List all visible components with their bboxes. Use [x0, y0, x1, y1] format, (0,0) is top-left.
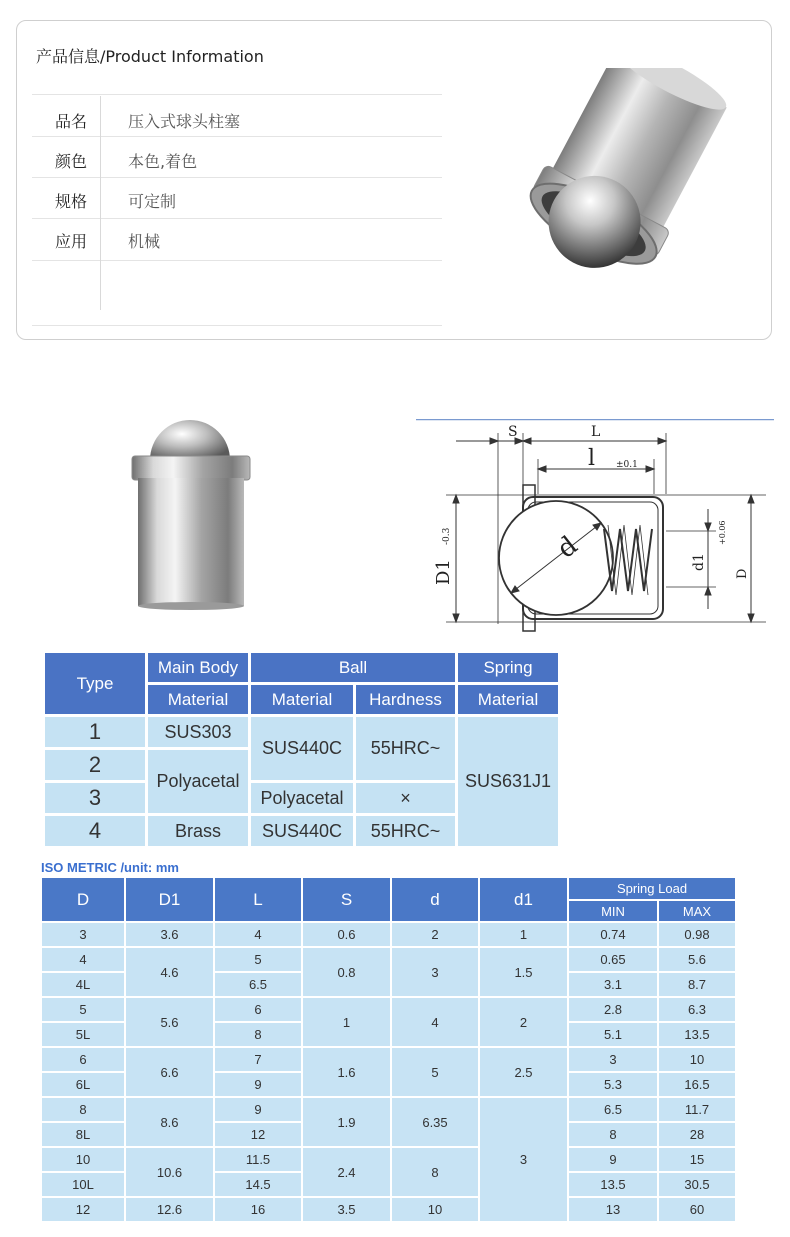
cell-l: 7 — [215, 1048, 301, 1071]
header-min: MIN — [569, 901, 657, 921]
cell-l: 14.5 — [215, 1173, 301, 1196]
cell-d1: 5.6 — [126, 998, 213, 1046]
cell-ball-d: 2 — [392, 923, 478, 946]
cell-max: 8.7 — [659, 973, 735, 996]
drawing-label-d: d — [551, 530, 584, 565]
main-material-cell: SUS303 — [148, 717, 248, 747]
cell-min: 5.1 — [569, 1023, 657, 1046]
divider — [32, 136, 442, 137]
dimension-table — [40, 876, 737, 1223]
cell-max: 30.5 — [659, 1173, 735, 1196]
cell-min: 6.5 — [569, 1098, 657, 1121]
info-label-spec: 规格 — [55, 192, 88, 211]
divider — [32, 177, 442, 178]
cell-s: 1.6 — [303, 1048, 390, 1096]
drawing-label-d1-upper: D1 — [433, 559, 454, 585]
cell-ball-d: 5 — [392, 1048, 478, 1096]
cell-ball-d: 10 — [392, 1198, 478, 1221]
cell-d1: 4.6 — [126, 948, 213, 996]
info-value-name: 压入式球头柱塞 — [128, 112, 241, 131]
cell-min: 8 — [569, 1123, 657, 1146]
header-ball-hardness: Hardness — [356, 685, 455, 714]
drawing-label-small-d1: d1 — [691, 553, 707, 571]
header-type: Type — [45, 653, 145, 714]
divider — [32, 218, 442, 219]
cell-d: 6 — [42, 1048, 124, 1071]
drawing-tol-d1-upper: -0.3 — [442, 527, 452, 545]
header-spring-material: Material — [458, 685, 558, 714]
cell-max: 15 — [659, 1148, 735, 1171]
drawing-label-big-d: D — [735, 568, 750, 579]
cell-d: 10 — [42, 1148, 124, 1171]
cell-d: 4L — [42, 973, 124, 996]
cell-d: 10L — [42, 1173, 124, 1196]
cell-s: 0.6 — [303, 923, 390, 946]
cell-max: 28 — [659, 1123, 735, 1146]
ball-material-cell: SUS440C — [251, 717, 353, 780]
cell-small-d1: 3 — [480, 1098, 567, 1221]
cell-d: 8L — [42, 1123, 124, 1146]
cell-d1: 3.6 — [126, 923, 213, 946]
cell-l: 11.5 — [215, 1148, 301, 1171]
cell-min: 2.8 — [569, 998, 657, 1021]
info-label-color: 颜色 — [55, 152, 88, 171]
ball-hardness-cell: × — [356, 783, 455, 813]
cell-d: 12 — [42, 1198, 124, 1221]
material-table — [42, 650, 561, 849]
cell-d: 5 — [42, 998, 124, 1021]
cell-d: 5L — [42, 1023, 124, 1046]
cell-max: 11.7 — [659, 1098, 735, 1121]
type-cell: 1 — [45, 717, 145, 747]
cell-d: 8 — [42, 1098, 124, 1121]
cell-l: 12 — [215, 1123, 301, 1146]
header-spring: Spring — [458, 653, 558, 682]
header-s: S — [303, 878, 390, 921]
cell-max: 0.98 — [659, 923, 735, 946]
type-cell: 2 — [45, 750, 145, 780]
info-value-application: 机械 — [128, 232, 161, 251]
cell-d: 3 — [42, 923, 124, 946]
drawing-tol-small-d1: +0.06 — [718, 520, 727, 545]
main-material-cell: Polyacetal — [148, 750, 248, 813]
cell-d: 6L — [42, 1073, 124, 1096]
cell-min: 3 — [569, 1048, 657, 1071]
cell-max: 60 — [659, 1198, 735, 1221]
cell-min: 9 — [569, 1148, 657, 1171]
spring-material-cell: SUS631J1 — [458, 717, 558, 846]
ball-material-cell: SUS440C — [251, 816, 353, 846]
header-spring-load: Spring Load — [569, 878, 735, 899]
cell-min: 13.5 — [569, 1173, 657, 1196]
product-photo-upright — [126, 420, 256, 615]
cell-l: 9 — [215, 1098, 301, 1121]
cell-l: 9 — [215, 1073, 301, 1096]
cell-d: 4 — [42, 948, 124, 971]
cell-max: 13.5 — [659, 1023, 735, 1046]
cell-min: 3.1 — [569, 973, 657, 996]
header-ball: Ball — [251, 653, 455, 682]
info-label-name: 品名 — [55, 112, 88, 131]
cell-s: 3.5 — [303, 1198, 390, 1221]
header-d1-flange: D1 — [126, 878, 213, 921]
cell-max: 16.5 — [659, 1073, 735, 1096]
cell-ball-d: 8 — [392, 1148, 478, 1196]
divider — [32, 260, 442, 261]
cell-min: 5.3 — [569, 1073, 657, 1096]
header-d-ball: d — [392, 878, 478, 921]
cell-s: 1.9 — [303, 1098, 390, 1146]
header-d1-small: d1 — [480, 878, 567, 921]
cell-max: 5.6 — [659, 948, 735, 971]
cell-d1: 12.6 — [126, 1198, 213, 1221]
drawing-label-s: S — [508, 424, 518, 440]
cell-d1: 8.6 — [126, 1098, 213, 1146]
type-cell: 3 — [45, 783, 145, 813]
cell-l: 5 — [215, 948, 301, 971]
cell-d1: 6.6 — [126, 1048, 213, 1096]
type-cell: 4 — [45, 816, 145, 846]
iso-metric-label: ISO METRIC /unit: mm — [41, 860, 179, 875]
cell-min: 0.74 — [569, 923, 657, 946]
cell-ball-d: 6.35 — [392, 1098, 478, 1146]
cell-min: 0.65 — [569, 948, 657, 971]
divider-vertical — [100, 96, 101, 310]
cell-l: 4 — [215, 923, 301, 946]
header-max: MAX — [659, 901, 735, 921]
technical-drawing — [416, 419, 774, 637]
cell-s: 0.8 — [303, 948, 390, 996]
product-photo-ball-plunger — [495, 68, 730, 298]
ball-hardness-cell: 55HRC~ — [356, 717, 455, 780]
cell-small-d1: 2.5 — [480, 1048, 567, 1096]
drawing-label-small-l: l — [588, 446, 596, 471]
cell-small-d1: 1.5 — [480, 948, 567, 996]
cell-l: 8 — [215, 1023, 301, 1046]
header-ball-material: Material — [251, 685, 353, 714]
header-l: L — [215, 878, 301, 921]
cell-ball-d: 4 — [392, 998, 478, 1046]
cell-l: 6 — [215, 998, 301, 1021]
header-main-body: Main Body — [148, 653, 248, 682]
info-label-application: 应用 — [55, 232, 88, 251]
product-info-title: 产品信息/Product Information — [36, 47, 264, 66]
cell-max: 10 — [659, 1048, 735, 1071]
cell-small-d1: 1 — [480, 923, 567, 946]
cell-max: 6.3 — [659, 998, 735, 1021]
cell-s: 1 — [303, 998, 390, 1046]
drawing-tol-l: ±0.1 — [616, 460, 638, 470]
cell-d1: 10.6 — [126, 1148, 213, 1196]
cell-s: 2.4 — [303, 1148, 390, 1196]
cell-small-d1: 2 — [480, 998, 567, 1046]
main-material-cell: Brass — [148, 816, 248, 846]
header-d-outer: D — [42, 878, 124, 921]
info-value-spec: 可定制 — [128, 192, 177, 211]
header-main-material: Material — [148, 685, 248, 714]
cell-l: 16 — [215, 1198, 301, 1221]
divider — [32, 94, 442, 95]
ball-material-cell: Polyacetal — [251, 783, 353, 813]
divider — [32, 325, 442, 326]
cell-min: 13 — [569, 1198, 657, 1221]
ball-hardness-cell: 55HRC~ — [356, 816, 455, 846]
drawing-label-l: L — [591, 424, 601, 440]
cell-ball-d: 3 — [392, 948, 478, 996]
info-value-color: 本色,着色 — [128, 152, 198, 171]
cell-l: 6.5 — [215, 973, 301, 996]
